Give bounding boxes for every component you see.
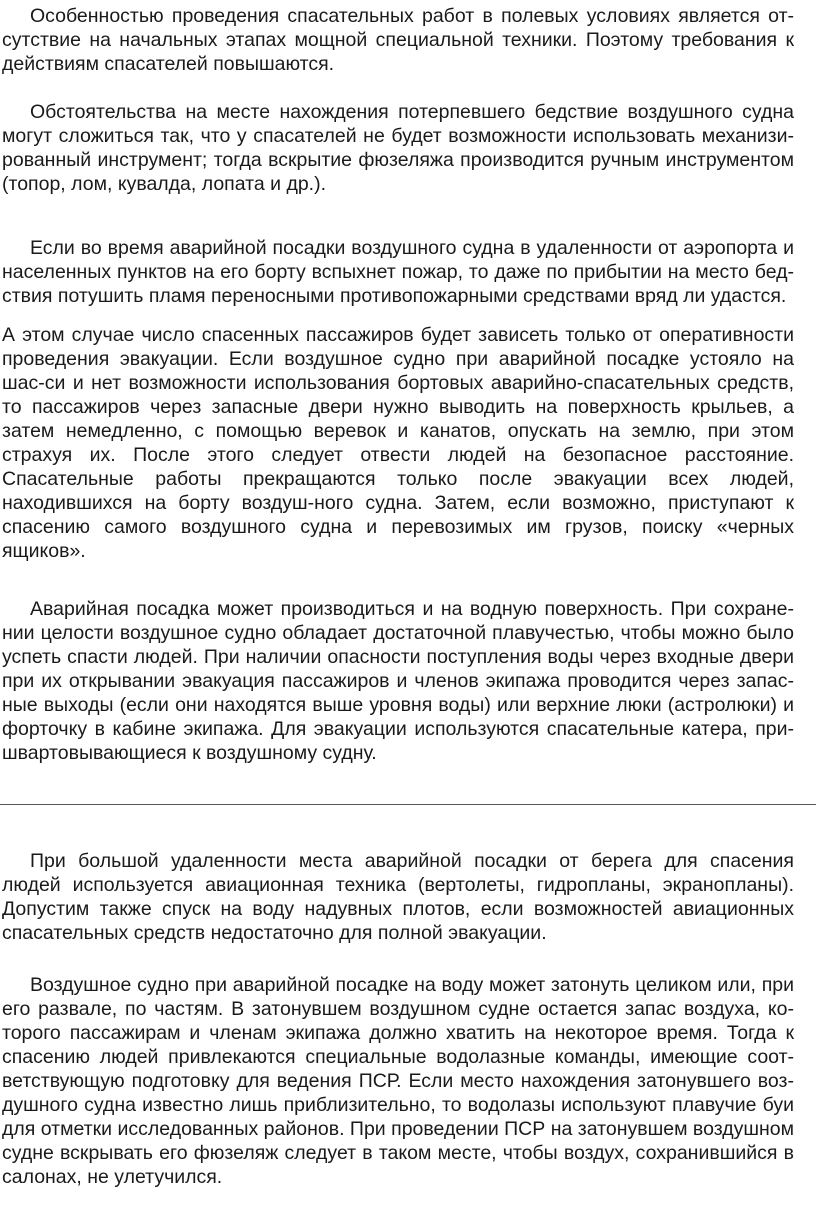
paragraph-5: Аварийная посадка может производиться и на водную поверхность. При сохране-нии целости воздушное судно обладает достаточной плавучестью, чтобы можно было успеть спасти людей. При наличии опасности поступления воды через входные двери при их открывании эвакуация пассажиров и членов экипажа проводится через запас-ные выходы (если они находятся выше уровня воды) или верхние люки (астролюки) и форточку в кабине экипажа. Для эвакуации используются спасательные катера, при-швартовывающиеся к воздушному судну. [2, 598, 794, 764]
paragraph-6: При большой удаленности места аварийной посадки от берега для спасения людей используется авиационная техника (вертолеты, гидропланы, экранопланы). Допустим также спуск на воду надувных плотов, если возможностей авиационных спасательных средств недостаточно для полной эвакуации. [2, 850, 794, 944]
paragraph-1: Особенностью проведения спасательных работ в полевых условиях является от-сутствие на начальных этапах мощной специальной техники. Поэтому требования к действиям спасателей повышаются. [2, 5, 794, 75]
paragraph-7: Воздушное судно при аварийной посадке на воду может затонуть целиком или, при его развале, по частям. В затонувшем воздушном судне остается запас воздуха, ко-торого пассажирам и членам экипажа должно хватить на некоторое время. Тогда к спасению людей привлекаются специальные водолазные команды, имеющие соот-ветствующую подготовку для ведения ПСР. Если место нахождения затонувшего воз-душного судна известно лишь приблизительно, то водолазы используют плавучие буи для отметки исследованных районов. При проведении ПСР на затонувшем воздушном судне вскрывать его фюзеляж следует в таком месте, чтобы воздух, сохранившийся в салонах, не улетучился. [2, 974, 794, 1188]
page-divider [0, 804, 816, 805]
paragraph-4: А этом случае число спасенных пассажиров будет зависеть только от оперативности проведения эвакуации. Если воздушное судно при аварийной посадке устояло на шас-си и нет возможности использования бортовых аварийно-спасательных средств, то пассажиров через запасные двери нужно выводить на поверхность крыльев, а затем немедленно, с помощью веревок и канатов, опускать на землю, при этом страхуя их. После этого следует отвести людей на безопасное расстояние. Спасательные работы прекращаются только после эвакуации всех людей, находившихся на борту воздуш-ного судна. Затем, если возможно, приступают к спасению самого воздушного судна и перевозимых им грузов, поиску «черных ящиков». [2, 324, 794, 562]
paragraph-3: Если во время аварийной посадки воздушного судна в удаленности от аэропорта и населенных пунктов на его борту вспыхнет пожар, то даже по прибытии на место бед-ствия потушить пламя переносными противопожарными средствами вряд ли удастся. [2, 237, 794, 307]
paragraph-2: Обстоятельства на месте нахождения потерпевшего бедствие воздушного судна могут сложиться так, что у спасателей не будет возможности использовать механизи-рованный инструмент; тогда вскрытие фюзеляжа производится ручным инструментом (топор, лом, кувалда, лопата и др.). [2, 101, 794, 195]
